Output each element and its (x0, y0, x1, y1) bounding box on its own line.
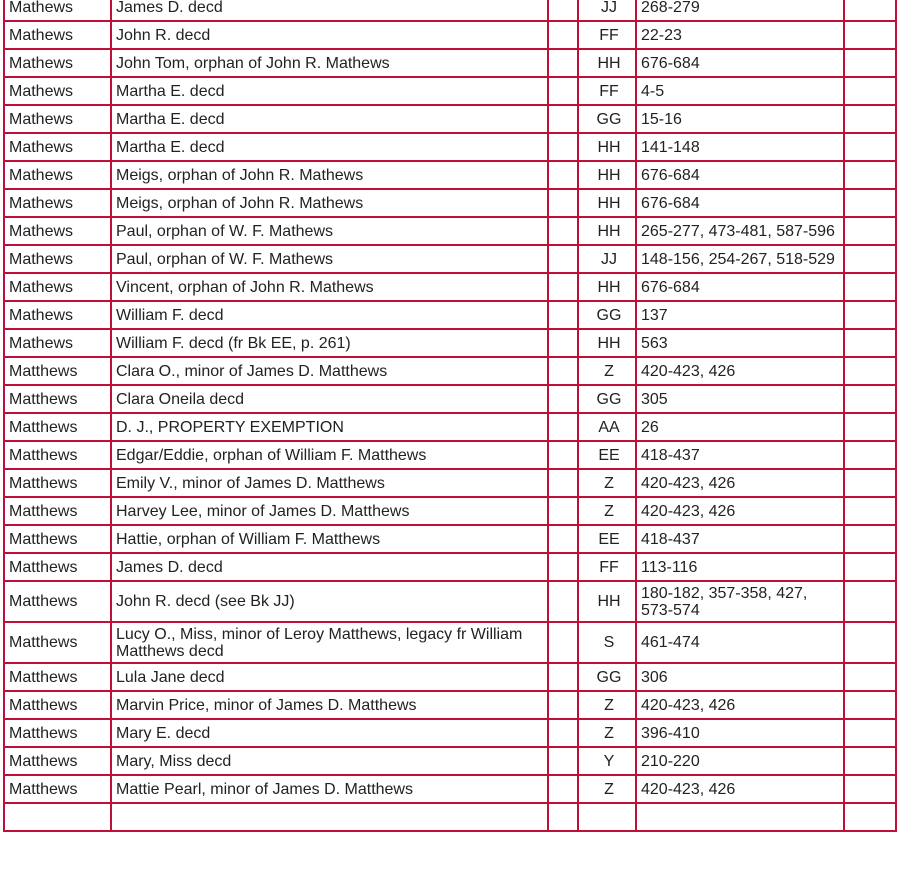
pages-cell: 306 (636, 663, 844, 691)
empty-cell (548, 77, 578, 105)
table-row (4, 161, 896, 189)
book-cell: HH (578, 189, 636, 217)
empty-cell (548, 525, 578, 553)
surname-cell: Matthews (4, 441, 111, 469)
pages-cell: 461-474 (636, 622, 844, 663)
book-cell: GG (578, 385, 636, 413)
surname-cell: Mathews (4, 105, 111, 133)
book-cell: Z (578, 469, 636, 497)
given-name-cell: James D. decd (111, 553, 548, 581)
empty-cell (548, 301, 578, 329)
table-row (4, 581, 896, 622)
empty-cell (548, 775, 578, 803)
pages-cell: 22-23 (636, 21, 844, 49)
empty-cell (548, 469, 578, 497)
pages-cell: 676-684 (636, 49, 844, 77)
given-name-cell: Martha E. decd (111, 77, 548, 105)
pages-cell: 420-423, 426 (636, 469, 844, 497)
table-row (4, 133, 896, 161)
given-name-cell: Mary, Miss decd (111, 747, 548, 775)
given-name-cell: Meigs, orphan of John R. Mathews (111, 189, 548, 217)
empty-cell (548, 133, 578, 161)
table-row (4, 77, 896, 105)
book-cell: HH (578, 581, 636, 622)
surname-cell: Matthews (4, 525, 111, 553)
book-cell: JJ (578, 0, 636, 21)
given-name-cell: John R. decd (see Bk JJ) (111, 581, 548, 622)
empty-cell (844, 133, 896, 161)
surname-cell: Matthews (4, 622, 111, 663)
book-cell: HH (578, 273, 636, 301)
surname-cell: Mathews (4, 273, 111, 301)
table-row (4, 803, 896, 831)
empty-cell (844, 189, 896, 217)
empty-cell (548, 747, 578, 775)
empty-cell (844, 49, 896, 77)
pages-cell: 148-156, 254-267, 518-529 (636, 245, 844, 273)
surname-cell: Matthews (4, 469, 111, 497)
given-name-cell: Martha E. decd (111, 105, 548, 133)
given-name-cell: Paul, orphan of W. F. Mathews (111, 217, 548, 245)
pages-cell: 418-437 (636, 525, 844, 553)
empty-cell (844, 497, 896, 525)
empty-cell (548, 385, 578, 413)
given-name-cell (111, 803, 548, 831)
empty-cell (548, 663, 578, 691)
pages-cell: 268-279 (636, 0, 844, 21)
empty-cell (548, 329, 578, 357)
empty-cell (844, 301, 896, 329)
given-name-cell: Hattie, orphan of William F. Matthews (111, 525, 548, 553)
empty-cell (548, 189, 578, 217)
table-row (4, 105, 896, 133)
empty-cell (548, 497, 578, 525)
empty-cell (548, 553, 578, 581)
book-cell: HH (578, 49, 636, 77)
given-name-cell: Meigs, orphan of John R. Mathews (111, 161, 548, 189)
empty-cell (844, 803, 896, 831)
book-cell: HH (578, 133, 636, 161)
table-row (4, 329, 896, 357)
empty-cell (548, 803, 578, 831)
empty-cell (548, 441, 578, 469)
pages-cell: 420-423, 426 (636, 497, 844, 525)
table-row (4, 469, 896, 497)
empty-cell (844, 105, 896, 133)
surname-cell: Matthews (4, 497, 111, 525)
empty-cell (844, 245, 896, 273)
table-row (4, 719, 896, 747)
empty-cell (548, 273, 578, 301)
given-name-cell: Clara Oneila decd (111, 385, 548, 413)
pages-cell: 420-423, 426 (636, 357, 844, 385)
empty-cell (548, 245, 578, 273)
table-row (4, 775, 896, 803)
empty-cell (548, 0, 578, 21)
table-row (4, 747, 896, 775)
surname-cell: Mathews (4, 0, 111, 21)
book-cell: AA (578, 413, 636, 441)
empty-cell (844, 385, 896, 413)
empty-cell (844, 719, 896, 747)
pages-cell: 676-684 (636, 161, 844, 189)
empty-cell (844, 441, 896, 469)
book-cell: GG (578, 663, 636, 691)
empty-cell (844, 747, 896, 775)
empty-cell (844, 161, 896, 189)
pages-cell: 210-220 (636, 747, 844, 775)
empty-cell (844, 329, 896, 357)
book-cell: FF (578, 77, 636, 105)
given-name-cell: Lucy O., Miss, minor of Leroy Matthews, legacy fr William Matthews decd (111, 622, 548, 663)
book-cell: Y (578, 747, 636, 775)
table-row (4, 691, 896, 719)
pages-cell: 180-182, 357-358, 427, 573-574 (636, 581, 844, 622)
empty-cell (844, 525, 896, 553)
empty-cell (844, 581, 896, 622)
book-cell: HH (578, 217, 636, 245)
surname-cell: Mathews (4, 49, 111, 77)
empty-cell (844, 413, 896, 441)
table-row (4, 525, 896, 553)
book-cell: FF (578, 553, 636, 581)
table-row (4, 413, 896, 441)
table-row (4, 21, 896, 49)
book-cell: GG (578, 105, 636, 133)
pages-cell (636, 803, 844, 831)
table-row (4, 245, 896, 273)
empty-cell (844, 622, 896, 663)
pages-cell: 305 (636, 385, 844, 413)
pages-cell: 563 (636, 329, 844, 357)
empty-cell (844, 77, 896, 105)
table-row (4, 441, 896, 469)
pages-cell: 137 (636, 301, 844, 329)
empty-cell (548, 161, 578, 189)
surname-cell: Mathews (4, 301, 111, 329)
table-row (4, 357, 896, 385)
given-name-cell: Paul, orphan of W. F. Mathews (111, 245, 548, 273)
empty-cell (844, 553, 896, 581)
book-cell: FF (578, 21, 636, 49)
surname-cell: Mathews (4, 21, 111, 49)
surname-cell: Mathews (4, 245, 111, 273)
pages-cell: 4-5 (636, 77, 844, 105)
table-row (4, 273, 896, 301)
empty-cell (548, 691, 578, 719)
given-name-cell: William F. decd (fr Bk EE, p. 261) (111, 329, 548, 357)
empty-cell (844, 663, 896, 691)
surname-cell (4, 803, 111, 831)
given-name-cell: Marvin Price, minor of James D. Matthews (111, 691, 548, 719)
book-cell: GG (578, 301, 636, 329)
given-name-cell: William F. decd (111, 301, 548, 329)
empty-cell (844, 691, 896, 719)
empty-cell (548, 357, 578, 385)
table-row (4, 385, 896, 413)
empty-cell (548, 719, 578, 747)
empty-cell (844, 357, 896, 385)
table-row (4, 553, 896, 581)
given-name-cell: Clara O., minor of James D. Matthews (111, 357, 548, 385)
pages-cell: 265-277, 473-481, 587-596 (636, 217, 844, 245)
book-cell: EE (578, 441, 636, 469)
book-cell: HH (578, 161, 636, 189)
empty-cell (844, 0, 896, 21)
table-row (4, 663, 896, 691)
pages-cell: 676-684 (636, 189, 844, 217)
pages-cell: 418-437 (636, 441, 844, 469)
empty-cell (548, 21, 578, 49)
empty-cell (844, 21, 896, 49)
given-name-cell: Mary E. decd (111, 719, 548, 747)
table-row (4, 49, 896, 77)
surname-cell: Mathews (4, 161, 111, 189)
empty-cell (548, 217, 578, 245)
empty-cell (548, 581, 578, 622)
surname-cell: Matthews (4, 413, 111, 441)
surname-cell: Matthews (4, 775, 111, 803)
table-row (4, 497, 896, 525)
book-cell: Z (578, 719, 636, 747)
empty-cell (548, 622, 578, 663)
given-name-cell: D. J., PROPERTY EXEMPTION (111, 413, 548, 441)
book-cell: EE (578, 525, 636, 553)
book-cell: Z (578, 775, 636, 803)
table-row (4, 622, 896, 663)
given-name-cell: Mattie Pearl, minor of James D. Matthews (111, 775, 548, 803)
surname-cell: Mathews (4, 133, 111, 161)
surname-cell: Mathews (4, 189, 111, 217)
surname-cell: Matthews (4, 691, 111, 719)
surname-cell: Matthews (4, 581, 111, 622)
book-cell: JJ (578, 245, 636, 273)
surname-cell: Mathews (4, 77, 111, 105)
pages-cell: 141-148 (636, 133, 844, 161)
pages-cell: 420-423, 426 (636, 775, 844, 803)
table-row (4, 0, 896, 21)
given-name-cell: Lula Jane decd (111, 663, 548, 691)
surname-cell: Matthews (4, 385, 111, 413)
empty-cell (844, 775, 896, 803)
pages-cell: 113-116 (636, 553, 844, 581)
records-table (3, 0, 897, 832)
book-cell: Z (578, 357, 636, 385)
surname-cell: Matthews (4, 719, 111, 747)
surname-cell: Matthews (4, 663, 111, 691)
given-name-cell: James D. decd (111, 0, 548, 21)
given-name-cell: Vincent, orphan of John R. Mathews (111, 273, 548, 301)
empty-cell (844, 217, 896, 245)
book-cell: HH (578, 329, 636, 357)
empty-cell (844, 469, 896, 497)
given-name-cell: Harvey Lee, minor of James D. Matthews (111, 497, 548, 525)
records-table-body (4, 0, 896, 831)
given-name-cell: Martha E. decd (111, 133, 548, 161)
pages-cell: 26 (636, 413, 844, 441)
empty-cell (844, 273, 896, 301)
table-row (4, 217, 896, 245)
table-row (4, 301, 896, 329)
pages-cell: 420-423, 426 (636, 691, 844, 719)
empty-cell (548, 105, 578, 133)
pages-cell: 15-16 (636, 105, 844, 133)
book-cell: Z (578, 691, 636, 719)
surname-cell: Mathews (4, 329, 111, 357)
given-name-cell: John R. decd (111, 21, 548, 49)
pages-cell: 396-410 (636, 719, 844, 747)
surname-cell: Mathews (4, 217, 111, 245)
surname-cell: Matthews (4, 747, 111, 775)
book-cell (578, 803, 636, 831)
book-cell: Z (578, 497, 636, 525)
surname-cell: Matthews (4, 553, 111, 581)
pages-cell: 676-684 (636, 273, 844, 301)
given-name-cell: Edgar/Eddie, orphan of William F. Matthews (111, 441, 548, 469)
book-cell: S (578, 622, 636, 663)
table-row (4, 189, 896, 217)
empty-cell (548, 413, 578, 441)
given-name-cell: John Tom, orphan of John R. Mathews (111, 49, 548, 77)
surname-cell: Matthews (4, 357, 111, 385)
empty-cell (548, 49, 578, 77)
given-name-cell: Emily V., minor of James D. Matthews (111, 469, 548, 497)
